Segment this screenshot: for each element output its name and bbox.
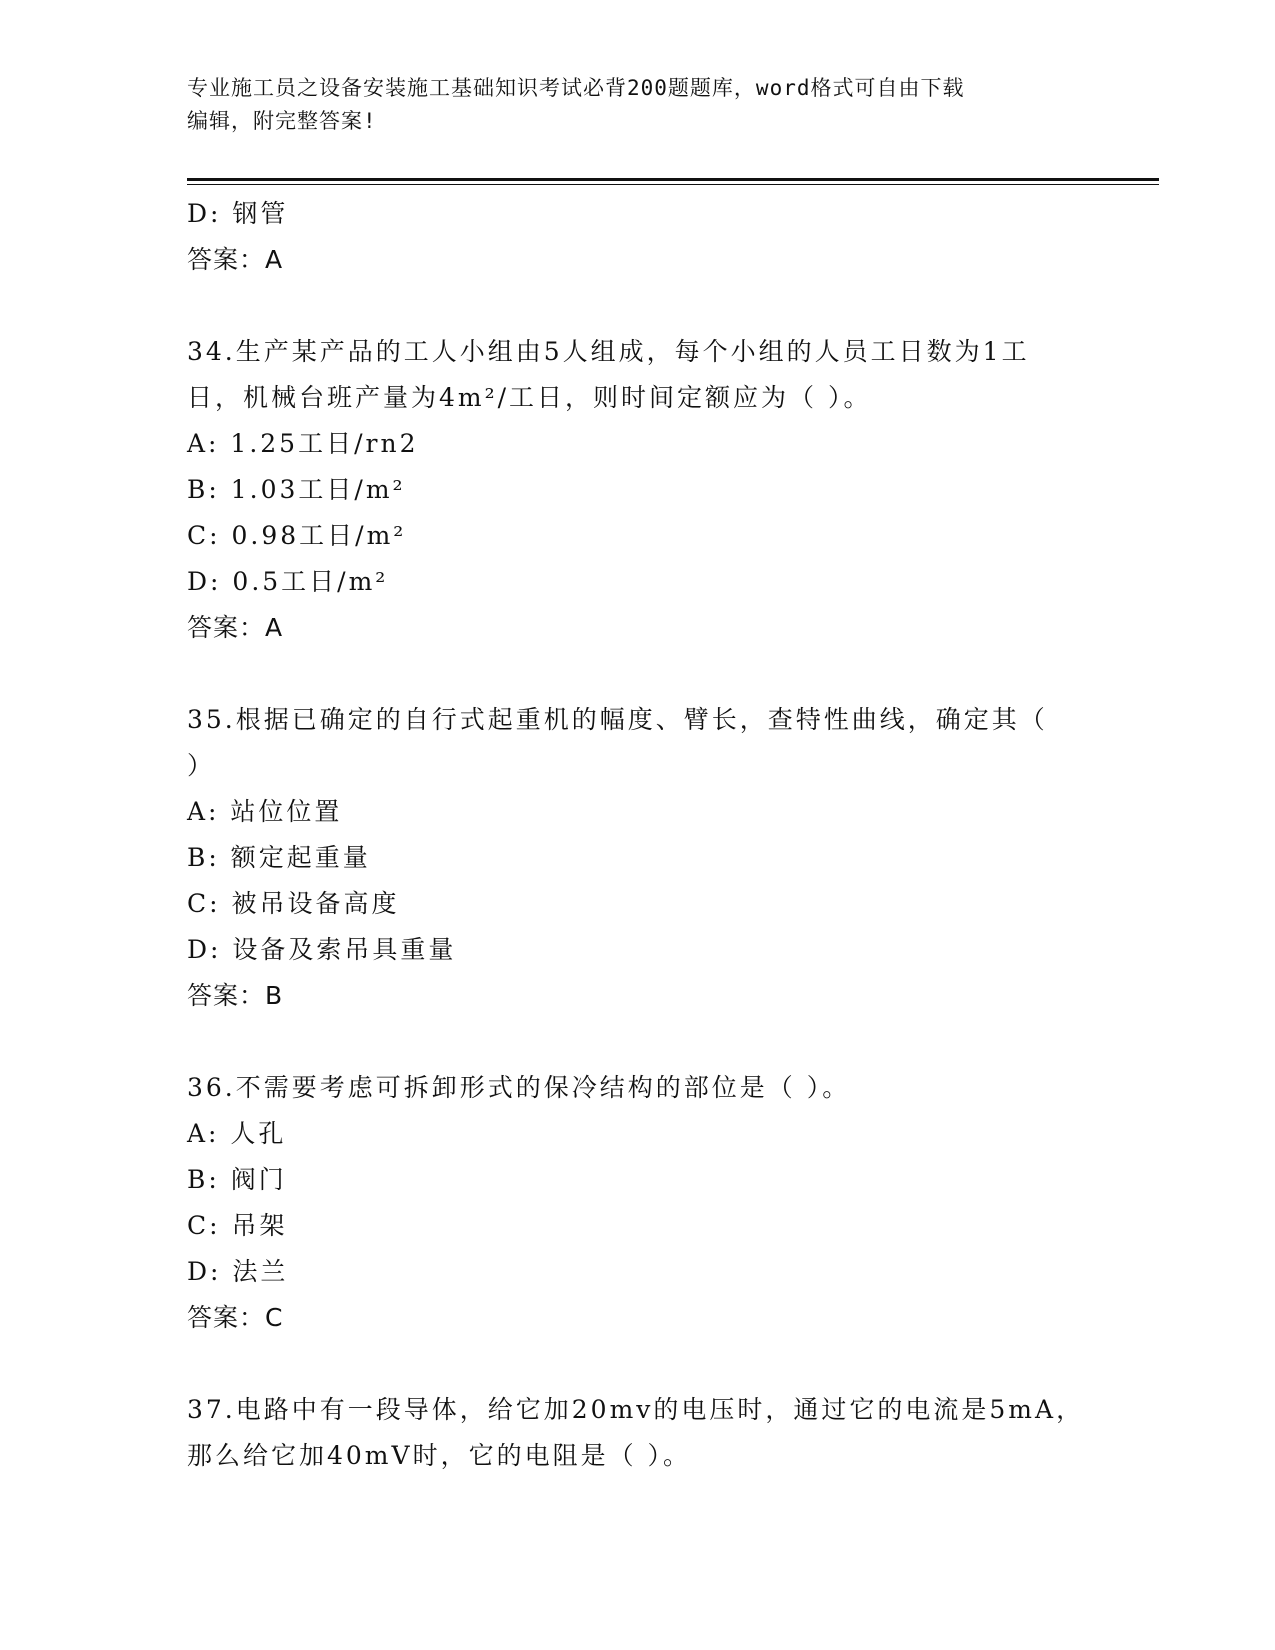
option-d: D: 法兰	[187, 1257, 289, 1286]
option-c: C: 被吊设备高度	[187, 889, 400, 918]
option-b: B: 阀门	[187, 1165, 287, 1194]
header-divider-thick	[187, 178, 1159, 181]
option-a: A: 站位位置	[187, 797, 343, 826]
spacer	[187, 1019, 1087, 1065]
question-stem-line: 35.根据已确定的自行式起重机的幅度、臂长，查特性曲线，确定其（	[187, 705, 1048, 734]
option-a: A: 1.25工日/rn2	[187, 429, 419, 458]
spacer	[187, 283, 1087, 329]
header-line-2: 编辑，附完整答案!	[187, 109, 377, 133]
option-d: D: 0.5工日/m²	[187, 567, 389, 596]
prev-answer: 答案：A	[187, 245, 284, 274]
spacer	[187, 1341, 1087, 1387]
header-line-1: 专业施工员之设备安装施工基础知识考试必背200题题库，word格式可自由下载	[187, 76, 965, 100]
question-34	[187, 329, 1087, 651]
question-stem-line: ）	[187, 751, 216, 780]
answer: 答案：B	[187, 981, 284, 1010]
question-35	[187, 697, 1087, 1019]
question-stem-line: 36.不需要考虑可拆卸形式的保冷结构的部位是（ ）。	[187, 1073, 851, 1102]
option-c: C: 0.98工日/m²	[187, 521, 407, 550]
question-stem-line: 日，机械台班产量为4m²/工日，则时间定额应为（ ）。	[187, 383, 872, 412]
prev-option-d: D: 钢管	[187, 199, 289, 228]
question-stem-line: 那么给它加40mV时，它的电阻是（ ）。	[187, 1441, 692, 1470]
option-b: B: 额定起重量	[187, 843, 371, 872]
option-a: A: 人孔	[187, 1119, 287, 1148]
spacer	[187, 651, 1087, 697]
document-header	[187, 72, 1087, 138]
question-36	[187, 1065, 1087, 1341]
option-b: B: 1.03工日/m²	[187, 475, 406, 504]
question-37	[187, 1387, 1087, 1479]
document-body	[187, 191, 1087, 1479]
answer: 答案：A	[187, 613, 284, 642]
question-stem-line: 34.生产某产品的工人小组由5人组成，每个小组的人员工日数为1工	[187, 337, 1030, 366]
question-stem-line: 37.电路中有一段导体，给它加20mv的电压时，通过它的电流是5mA，	[187, 1395, 1085, 1424]
header-divider-thin	[187, 184, 1159, 185]
option-c: C: 吊架	[187, 1211, 288, 1240]
answer: 答案：C	[187, 1303, 284, 1332]
option-d: D: 设备及索吊具重量	[187, 935, 457, 964]
